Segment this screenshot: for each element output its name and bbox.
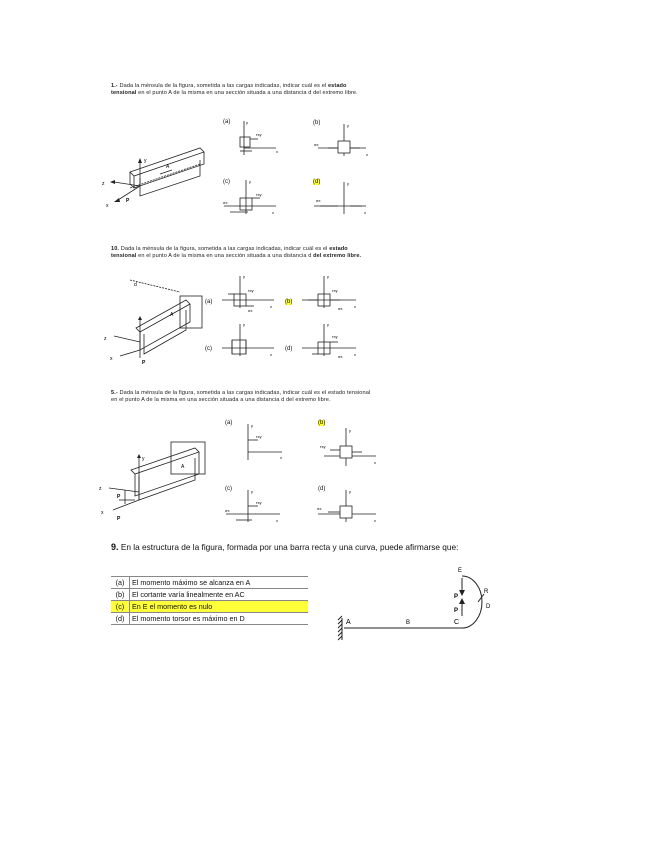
svg-text:τxy: τxy: [256, 192, 262, 197]
q9-number: 9.: [111, 542, 119, 552]
svg-text:y: y: [327, 274, 329, 279]
q1-option-d[interactable]: (d): [313, 179, 321, 185]
q10-number: 10.: [111, 246, 120, 252]
q1-option-d-diagram: [310, 176, 370, 220]
q1-option-a[interactable]: (a): [223, 119, 231, 125]
q9-label-d: D: [486, 604, 491, 610]
q10-option-b-diagram: [298, 270, 362, 314]
svg-text:τxy: τxy: [256, 434, 262, 439]
q1-statement: 1.- Dada la ménsula de la figura, sometida a las cargas indicadas, indicar cuál es el estado tensional en el punto A de la misma en una sección situada a una distancia d del extremo libre.: [111, 83, 358, 96]
q9-options-table: [111, 576, 308, 625]
q10-option-a[interactable]: (a): [205, 299, 213, 305]
svg-text:σx: σx: [338, 306, 343, 311]
svg-text:x: x: [276, 149, 278, 154]
q9-option-c[interactable]: (c) En E el momento es nulo: [111, 601, 308, 613]
svg-text:y: y: [347, 181, 349, 186]
svg-text:P: P: [142, 360, 146, 366]
svg-text:σx: σx: [314, 142, 319, 147]
svg-text:σx: σx: [225, 508, 230, 513]
q10-option-c[interactable]: (c): [205, 346, 212, 352]
svg-text:y: y: [246, 120, 248, 125]
q1-option-b[interactable]: (b): [313, 120, 321, 126]
svg-text:y: y: [347, 123, 349, 128]
q10-statement: 10. Dada la ménsula de la figura, sometida a las cargas indicadas, indicar cuál es el estado tensional en el punto A de la misma en una sección situada a una distancia d del extremo libre.: [111, 246, 362, 259]
q10-option-a-diagram: [218, 270, 278, 314]
q10-option-b[interactable]: (b): [285, 299, 293, 305]
svg-text:σx: σx: [338, 354, 343, 359]
q5-option-c[interactable]: (c): [225, 486, 232, 492]
svg-text:x: x: [354, 304, 356, 309]
q5-option-b[interactable]: (b): [318, 420, 326, 426]
svg-text:y: y: [142, 456, 145, 462]
q5-option-a[interactable]: (a): [225, 420, 233, 426]
q1-number: 1.-: [111, 83, 118, 89]
svg-text:y: y: [243, 274, 245, 279]
svg-text:x: x: [374, 460, 376, 465]
q9-label-p1: P: [454, 594, 459, 600]
svg-text:τxy: τxy: [256, 500, 262, 505]
q9-option-a[interactable]: (a) El momento máximo se alcanza en A: [111, 577, 308, 589]
svg-text:x: x: [374, 518, 376, 523]
q1-z-label: z: [102, 181, 105, 187]
svg-text:x: x: [280, 455, 282, 460]
q10-option-d-diagram: [298, 318, 362, 362]
q1-a-label: A: [166, 164, 170, 170]
svg-text:z: z: [104, 336, 107, 342]
q9-label-c: C: [454, 619, 460, 626]
q1-p-label: P: [126, 198, 130, 204]
q1-y-label: y: [144, 158, 147, 164]
q5-option-d-diagram: [314, 484, 380, 528]
svg-text:x: x: [366, 152, 368, 157]
q9-option-b[interactable]: (b) El cortante varía linealmente en AC: [111, 589, 308, 601]
svg-text:y: y: [251, 423, 253, 428]
svg-text:σx: σx: [316, 198, 321, 203]
svg-text:x: x: [270, 304, 272, 309]
q5-number: 5.-: [111, 390, 118, 396]
svg-text:x: x: [110, 356, 113, 362]
q5-option-d[interactable]: (d): [318, 486, 326, 492]
svg-text:P: P: [117, 494, 121, 500]
svg-text:A: A: [181, 464, 185, 470]
svg-text:τxy: τxy: [248, 288, 254, 293]
svg-text:x: x: [276, 518, 278, 523]
svg-text:x: x: [272, 210, 274, 215]
q5-beam-figure: [95, 440, 210, 524]
svg-text:A: A: [170, 312, 174, 318]
svg-text:x: x: [354, 352, 356, 357]
svg-text:y: y: [327, 322, 329, 327]
svg-text:y: y: [349, 489, 351, 494]
svg-text:y: y: [349, 428, 351, 433]
svg-text:σx: σx: [248, 308, 253, 313]
q1-option-b-diagram: [310, 118, 370, 162]
svg-text:τxy: τxy: [320, 444, 326, 449]
q10-option-d[interactable]: (d): [285, 346, 293, 352]
q1-beam-figure: [100, 138, 210, 210]
q9-label-r: R: [484, 589, 489, 595]
svg-text:τxy: τxy: [332, 334, 338, 339]
svg-text:x: x: [101, 510, 104, 516]
svg-text:y: y: [251, 489, 253, 494]
svg-text:x: x: [270, 352, 272, 357]
svg-text:y: y: [249, 179, 251, 184]
svg-text:x: x: [364, 210, 366, 215]
q9-statement: 9. En la estructura de la figura, formada por una barra recta y una curva, puede afirmarse que:: [111, 542, 459, 552]
q5-option-b-diagram: [316, 426, 380, 472]
svg-text:d: d: [134, 282, 137, 288]
q5-statement: 5.- Dada la ménsula de la figura, sometida a las cargas indicadas, indicar cuál es el estado tensional en el punto A de la misma en una sección situada a una distancia d del extremo libre.: [111, 390, 371, 403]
q10-option-c-diagram: [218, 318, 278, 362]
q9-label-e: E: [458, 568, 463, 574]
q1-option-c-diagram: [220, 176, 280, 220]
svg-text:τxy: τxy: [332, 288, 338, 293]
svg-text:τxy: τxy: [256, 132, 262, 137]
q9-label-b: B: [406, 620, 411, 626]
svg-text:P: P: [117, 516, 121, 522]
svg-text:z: z: [99, 486, 102, 492]
q10-beam-figure: [100, 270, 213, 366]
q9-label-a: A: [346, 619, 351, 626]
q1-option-a-diagram: [232, 117, 280, 161]
q5-option-c-diagram: [222, 484, 284, 528]
q9-option-d[interactable]: (d) El momento torsor es máximo en D: [111, 613, 308, 625]
svg-text:σx: σx: [223, 200, 228, 205]
svg-text:y: y: [243, 322, 245, 327]
svg-text:σx: σx: [317, 506, 322, 511]
q9-structure-figure: [334, 560, 504, 644]
q9-label-p2: P: [454, 608, 459, 614]
q5-option-a-diagram: [236, 418, 286, 466]
q1-x-label: x: [106, 203, 109, 209]
q1-option-c[interactable]: (c): [223, 179, 230, 185]
